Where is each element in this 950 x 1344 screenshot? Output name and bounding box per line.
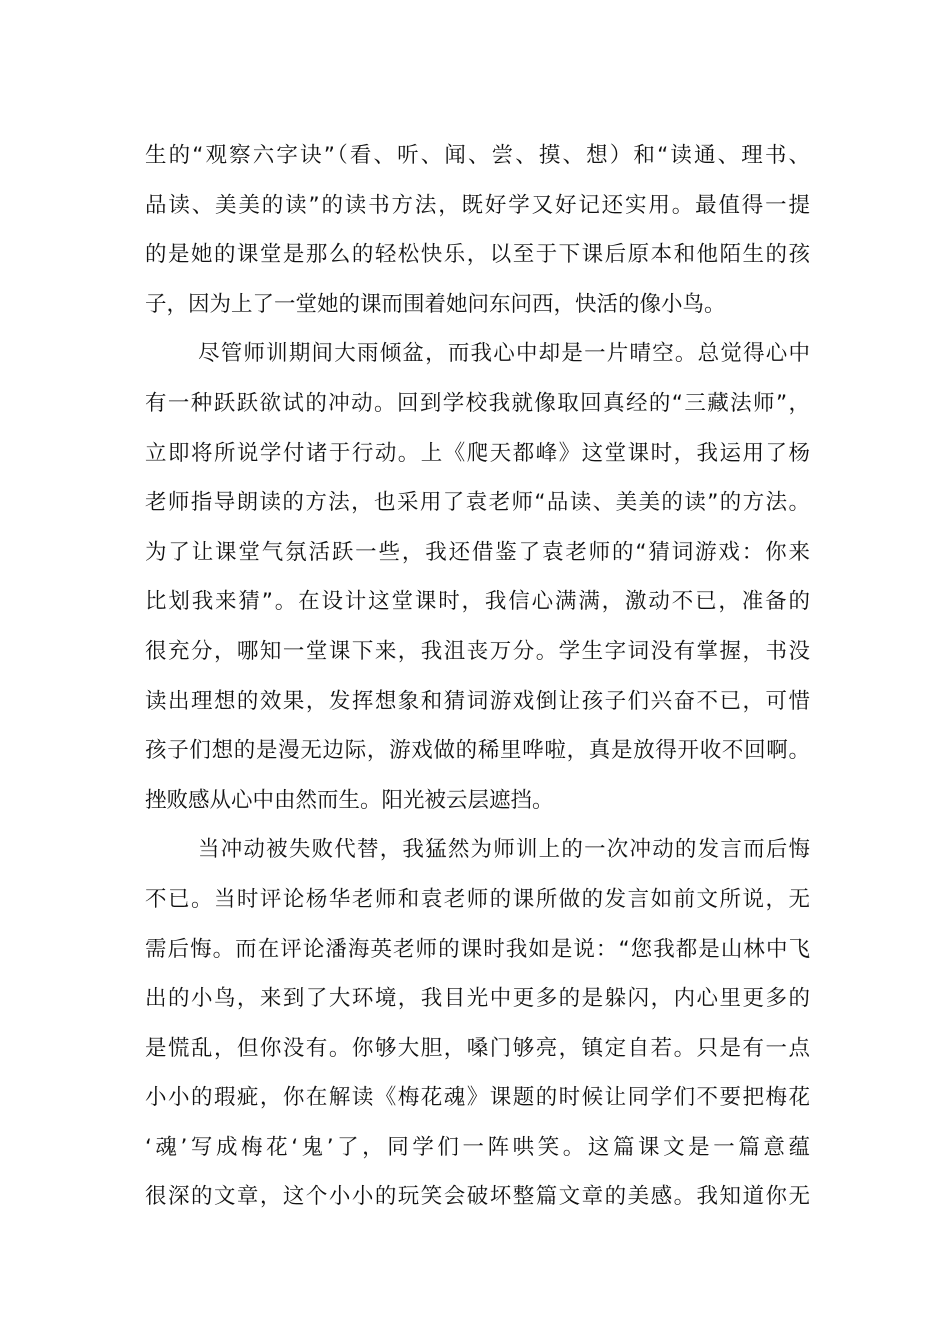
text-line: 有一种跃跃欲试的冲动。回到学校我就像取回真经的“三藏法师”， xyxy=(145,390,810,416)
text-line: 的是她的课堂是那么的轻松快乐，以至于下课后原本和他陌生的孩 xyxy=(145,242,810,268)
paragraph-end-line: 挫败感从心中由然而生。阳光被云层遮挡。 xyxy=(145,787,554,813)
body-text xyxy=(145,131,810,1222)
text-line: 孩子们想的是漫无边际，游戏做的稀里哗啦，真是放得开收不回啊。 xyxy=(145,738,810,764)
text-line: 出的小鸟，来到了大环境，我目光中更多的是躲闪，内心里更多的 xyxy=(145,986,810,1012)
text-line: 小小的瑕疵，你在解读《梅花魂》课题的时候让同学们不要把梅花 xyxy=(145,1085,810,1111)
text-line: 需后悔。而在评论潘海英老师的课时我如是说：“您我都是山林中飞 xyxy=(145,936,810,962)
text-line: 是慌乱，但你没有。你够大胆，嗓门够亮，镇定自若。只是有一点 xyxy=(145,1035,810,1061)
text-line: 很深的文章，这个小小的玩笑会破坏整篇文章的美感。我知道你无 xyxy=(145,1184,810,1210)
text-line: 很充分，哪知一堂课下来，我沮丧万分。学生字词没有掌握，书没 xyxy=(145,638,810,664)
text-line: 不已。当时评论杨华老师和袁老师的课所做的发言如前文所说，无 xyxy=(145,886,810,912)
text-line: ‘魂’写成梅花‘鬼’了，同学们一阵哄笑。这篇课文是一篇意蕴 xyxy=(145,1134,810,1160)
text-line: 老师指导朗读的方法，也采用了袁老师“品读、美美的读”的方法。 xyxy=(145,490,810,516)
text-line: 比划我来猜”。在设计这堂课时，我信心满满，激动不已，准备的 xyxy=(145,589,810,615)
text-line: 生的“观察六字诀”（看、听、闻、尝、摸、想）和“读通、理书、 xyxy=(145,143,810,168)
text-line: 品读、美美的读”的读书方法，既好学又好记还实用。最值得一提 xyxy=(145,192,810,218)
text-line: 读出理想的效果，发挥想象和猜词游戏倒让孩子们兴奋不已，可惜 xyxy=(145,688,810,714)
paragraph-start-line: 尽管师训期间大雨倾盆，而我心中却是一片晴空。总觉得心中 xyxy=(198,341,810,367)
text-line: 立即将所说学付诸于行动。上《爬天都峰》这堂课时，我运用了杨 xyxy=(145,440,810,466)
paragraph-end-line: 子，因为上了一堂她的课而围着她问东问西，快活的像小鸟。 xyxy=(145,291,726,317)
text-line: 为了让课堂气氛活跃一些，我还借鉴了袁老师的“猜词游戏：你来 xyxy=(145,539,810,565)
paragraph-start-line: 当冲动被失败代替，我猛然为师训上的一次冲动的发言而后悔 xyxy=(198,837,810,863)
